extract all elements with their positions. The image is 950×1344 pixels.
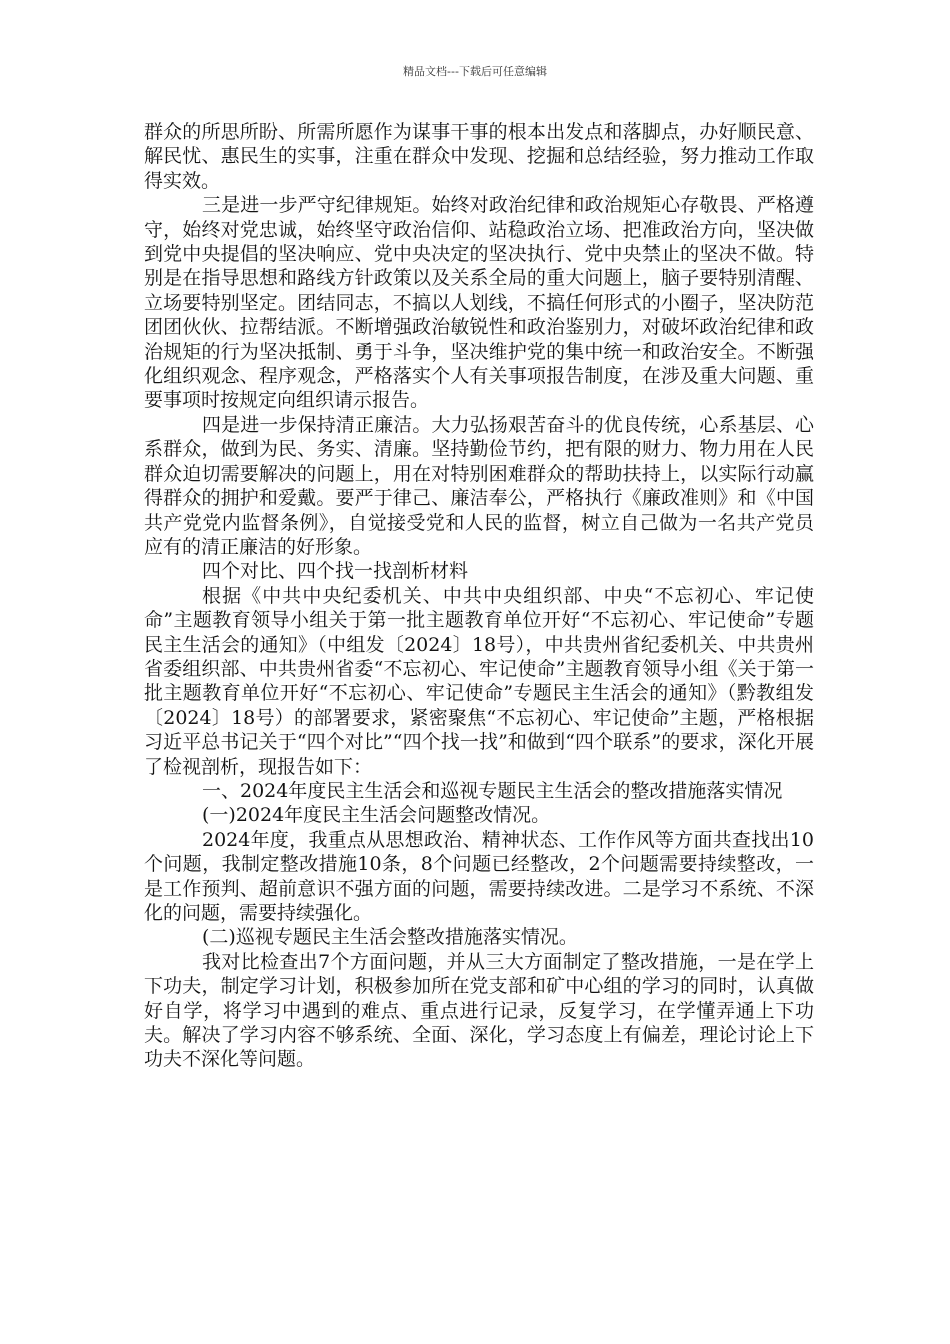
paragraph: 三是进一步严守纪律规矩。始终对政治纪律和政治规矩心存敬畏、严格遵守，始终对党忠诚，始终坚守政治信仰、站稳政治立场、把准政治方向，坚决做到党中央提倡的坚决响应、党中央决定的坚决执行、党中央禁止的坚决不做。特别是在指导思想和路线方针政策以及关系全局的重大问题上，脑子要特别清醒、立场要特别坚定。团结同志，不搞以人划线，不搞任何形式的小圈子，坚决防范团团伙伙、拉帮结派。不断增强政治敏锐性和政治鉴别力，对破坏政治纪律和政治规矩的行为坚决抵制、勇于斗争，坚决维护党的集中统一和政治安全。不断强化组织观念、程序观念，严格落实个人有关事项报告制度，在涉及重大问题、重要事项时按规定向组织请示报告。 xyxy=(144,194,814,412)
paragraph: 根据《中共中央纪委机关、中共中央组织部、中央“不忘初心、牢记使命”主题教育领导小组关于第一批主题教育单位开好“不忘初心、牢记使命”专题民主生活会的通知》（中组发〔2024〕18号），中共贵州省纪委机关、中共贵州省委组织部、中共贵州省委“不忘初心、牢记使命”主题教育领导小组《关于第一批主题教育单位开好“不忘初心、牢记使命”专题民主生活会的通知》（黔教组发〔2024〕18号）的部署要求，紧密聚焦“不忘初心、牢记使命”主题，严格根据习近平总书记关于“四个对比”“四个找一找”和做到“四个联系”的要求，深化开展了检视剖析，现报告如下： xyxy=(144,584,814,778)
section-heading: 一、2024年度民主生活会和巡视专题民主生活会的整改措施落实情况 xyxy=(202,779,783,802)
document-body xyxy=(144,120,814,1072)
subsection-heading: (一)2024年度民主生活会问题整改情况。 xyxy=(202,804,551,827)
paragraph: 2024年度，我重点从思想政治、精神状态、工作作风等方面共查找出10个问题，我制定整改措施10条，8个问题已经整改，2个问题需要持续整改，一是工作预判、超前意识不强方面的问题，需要持续改进。二是学习不系统、不深化的问题，需要持续强化。 xyxy=(144,828,814,924)
paragraph: 四是进一步保持清正廉洁。大力弘扬艰苦奋斗的优良传统，心系基层、心系群众，做到为民、务实、清廉。坚持勤俭节约，把有限的财力、物力用在人民群众迫切需要解决的问题上，用在对特别困难群众的帮助扶持上，以实际行动赢得群众的拥护和爱戴。要严于律己、廉洁奉公，严格执行《廉政准则》和《中国共产党党内监督条例》，自觉接受党和人民的监督，树立自己做为一名共产党员应有的清正廉洁的好形象。 xyxy=(144,413,814,558)
subsection-heading: (二)巡视专题民主生活会整改措施落实情况。 xyxy=(202,926,578,949)
paragraph: 群众的所思所盼、所需所愿作为谋事干事的根本出发点和落脚点，办好顺民意、解民忧、惠民生的实事，注重在群众中发现、挖掘和总结经验，努力推动工作取得实效。 xyxy=(144,121,814,192)
section-title: 四个对比、四个找一找剖析材料 xyxy=(202,560,469,583)
page-header: 精品文档---下载后可任意编辑 xyxy=(403,65,547,78)
paragraph: 我对比检查出7个方面问题，并从三大方面制定了整改措施，一是在学上下功夫，制定学习计划，积极参加所在党支部和矿中心组的学习的同时，认真做好自学，将学习中遇到的难点、重点进行记录，反复学习，在学懂弄通上下功夫。解决了学习内容不够系统、全面、深化，学习态度上有偏差，理论讨论上下功夫不深化等问题。 xyxy=(144,950,814,1071)
